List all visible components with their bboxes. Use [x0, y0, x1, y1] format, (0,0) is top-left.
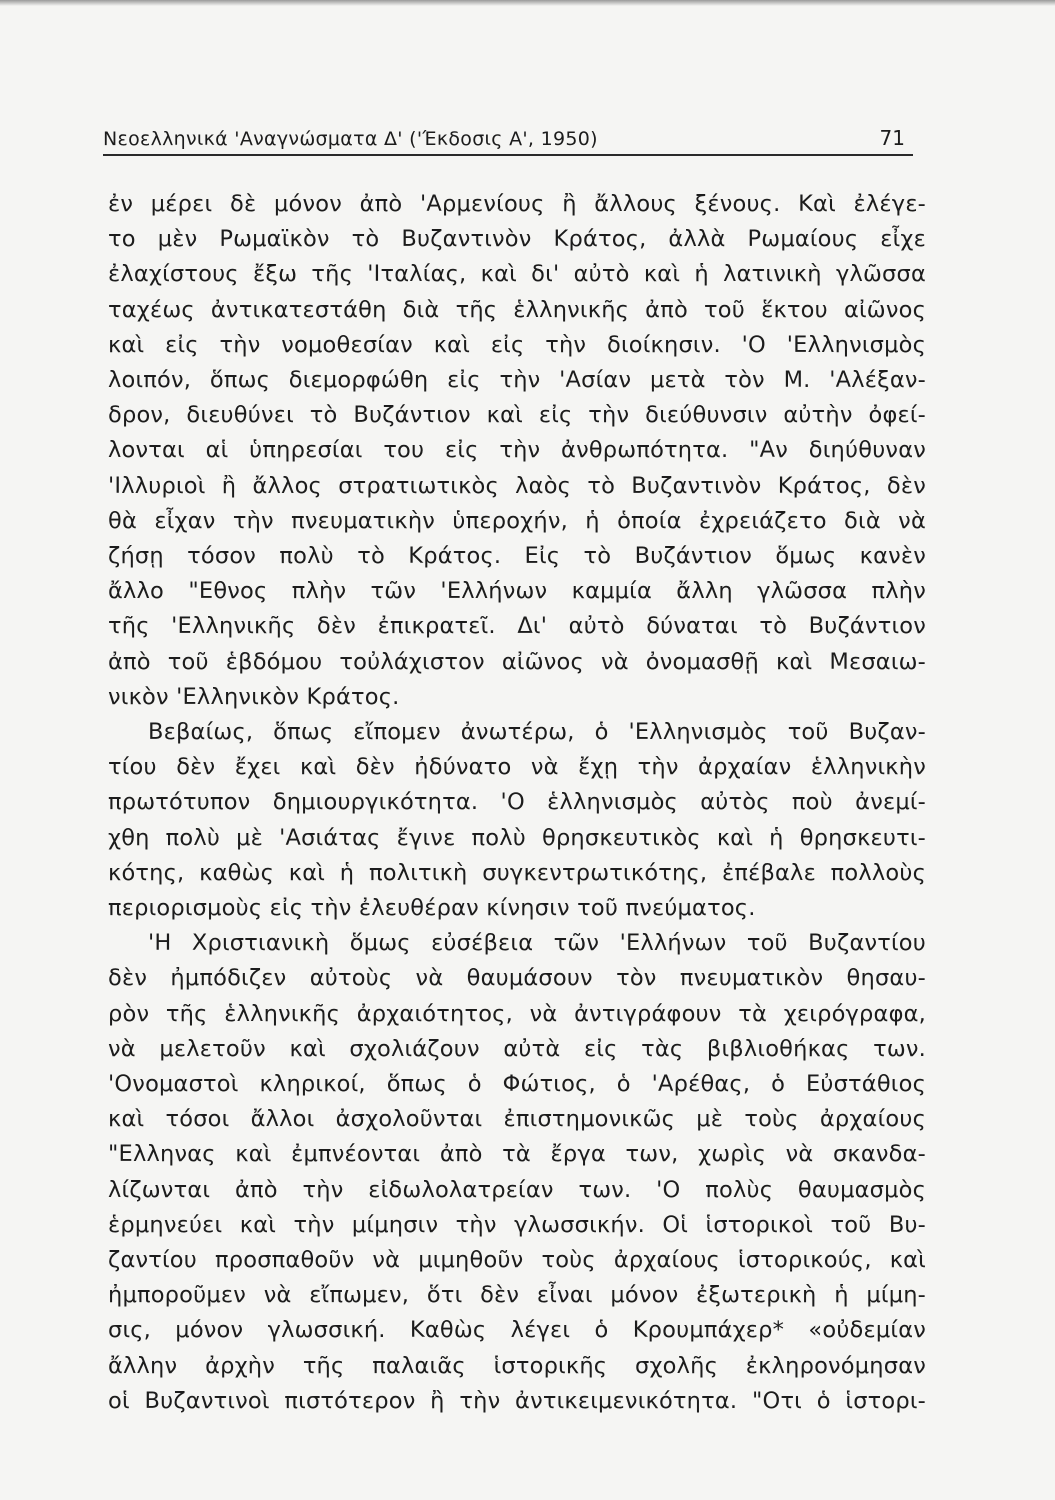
text-line: "Ελληνας καὶ ἐμπνέονται ἀπὸ τὰ ἔργα των, χωρὶς νὰ σκανδα- — [108, 1141, 926, 1167]
text-line: 'Ιλλυριοὶ ἢ ἄλλος στρατιωτικὸς λαὸς τὸ Βυζαντινὸν Κράτος, δὲν — [108, 473, 926, 499]
text-line: σις, μόνον γλωσσική. Καθὼς λέγει ὁ Κρουμπάχερ* «οὐδεμίαν — [108, 1317, 926, 1343]
text-line: 'Ονομαστοὶ κληρικοί, ὅπως ὁ Φώτιος, ὁ 'Αρέθας, ὁ Εὐστάθιος — [108, 1071, 926, 1097]
text-line: καὶ εἰς τὴν νομοθεσίαν καὶ εἰς τὴν διοίκησιν. 'Ο 'Ελληνισμὸς — [108, 332, 926, 358]
text-line: λοιπόν, ὅπως διεμορφώθη εἰς τὴν 'Ασίαν μετὰ τὸν Μ. 'Αλέξαν- — [108, 367, 926, 393]
text-line: ἠμποροῦμεν νὰ εἴπωμεν, ὅτι δὲν εἶναι μόνον ἐξωτερικὴ ἡ μίμη- — [108, 1282, 926, 1308]
text-line: ἐν μέρει δὲ μόνον ἀπὸ 'Αρμενίους ἢ ἄλλους ξένους. Καὶ ἐλέγε- — [108, 191, 926, 217]
page-number: 71 — [879, 126, 905, 150]
text-line: λονται αἱ ὑπηρεσίαι του εἰς τὴν ἀνθρωπότητα. "Αν διηύθυναν — [108, 437, 926, 463]
text-line: Βεβαίως, ὅπως εἴπομεν ἀνωτέρω, ὁ 'Ελληνισμὸς τοῦ Βυζαν- — [148, 719, 926, 745]
text-line: ἄλλην ἀρχὴν τῆς παλαιᾶς ἱστορικῆς σχολῆς ἐκληρονόμησαν — [108, 1353, 926, 1379]
text-line: ταχέως ἀντικατεστάθη διὰ τῆς ἑλληνικῆς ἀπὸ τοῦ ἕκτου αἰῶνος — [108, 297, 926, 323]
text-line: νικὸν 'Ελληνικὸν Κράτος. — [108, 684, 400, 710]
text-line: περιορισμοὺς εἰς τὴν ἐλευθέραν κίνησιν τοῦ πνεύματος. — [108, 895, 756, 921]
text-line: 'Η Χριστιανικὴ ὅμως εὐσέβεια τῶν 'Ελλήνων τοῦ Βυζαντίου — [148, 930, 926, 956]
text-line: ἀπὸ τοῦ ἑβδόμου τοὐλάχιστον αἰῶνος νὰ ὀνομασθῇ καὶ Μεσαιω- — [108, 649, 926, 675]
text-line: το μὲν Ρωμαϊκὸν τὸ Βυζαντινὸν Κράτος, ἀλλὰ Ρωμαίους εἶχε — [108, 226, 926, 252]
text-line: τῆς 'Ελληνικῆς δὲν ἐπικρατεῖ. Δι' αὐτὸ δύναται τὸ Βυζάντιον — [108, 613, 926, 639]
text-line: ρὸν τῆς ἑλληνικῆς ἀρχαιότητος, νὰ ἀντιγράφουν τὰ χειρόγραφα, — [108, 1001, 926, 1027]
text-line: ζήσῃ τόσον πολὺ τὸ Κράτος. Εἰς τὸ Βυζάντιον ὅμως κανὲν — [108, 543, 926, 569]
text-line: δρον, διευθύνει τὸ Βυζάντιον καὶ εἰς τὴν διεύθυνσιν αὐτὴν ὀφεί- — [108, 402, 926, 428]
text-line: καὶ τόσοι ἄλλοι ἀσχολοῦνται ἐπιστημονικῶς μὲ τοὺς ἀρχαίους — [108, 1106, 926, 1132]
text-line: τίου δὲν ἔχει καὶ δὲν ἠδύνατο νὰ ἔχῃ τὴν ἀρχαίαν ἑλληνικὴν — [108, 754, 926, 780]
text-line: ἑρμηνεύει καὶ τὴν μίμησιν τὴν γλωσσικήν. Οἱ ἱστορικοὶ τοῦ Βυ- — [108, 1212, 926, 1238]
text-line: οἱ Βυζαντινοὶ πιστότερον ἢ τὴν ἀντικειμενικότητα. "Οτι ὁ ἱστορι- — [108, 1388, 926, 1414]
text-line: πρωτότυπον δημιουργικότητα. 'Ο ἑλληνισμὸς αὐτὸς ποὺ ἀνεμί- — [108, 789, 926, 815]
text-line: κότης, καθὼς καὶ ἡ πολιτικὴ συγκεντρωτικότης, ἐπέβαλε πολλοὺς — [108, 860, 926, 886]
header-title: Νεοελληνικά 'Αναγνώσματα Δ' ('Έκδοσις Α', 1950) — [103, 128, 598, 150]
text-line: δὲν ἠμπόδιζεν αὐτοὺς νὰ θαυμάσουν τὸν πνευματικὸν θησαυ- — [108, 965, 926, 991]
text-line: ἄλλο "Εθνος πλὴν τῶν 'Ελλήνων καμμία ἄλλη γλῶσσα πλὴν — [108, 578, 926, 604]
text-line: λίζωνται ἀπὸ τὴν εἰδωλολατρείαν των. 'Ο πολὺς θαυμασμὸς — [108, 1177, 926, 1203]
text-line: νὰ μελετοῦν καὶ σχολιάζουν αὐτὰ εἰς τὰς βιβλιοθήκας των. — [108, 1036, 926, 1062]
text-line: θὰ εἶχαν τὴν πνευματικὴν ὑπεροχήν, ἡ ὁποία ἐχρειάζετο διὰ νὰ — [108, 508, 926, 534]
text-line: χθη πολὺ μὲ 'Ασιάτας ἔγινε πολὺ θρησκευτικὸς καὶ ἡ θρησκευτι- — [108, 825, 926, 851]
text-line: ζαντίου προσπαθοῦν νὰ μιμηθοῦν τοὺς ἀρχαίους ἱστορικούς, καὶ — [108, 1247, 926, 1273]
text-line: ἐλαχίστους ἔξω τῆς 'Ιταλίας, καὶ δι' αὐτὸ καὶ ἡ λατινικὴ γλῶσσα — [108, 261, 926, 287]
